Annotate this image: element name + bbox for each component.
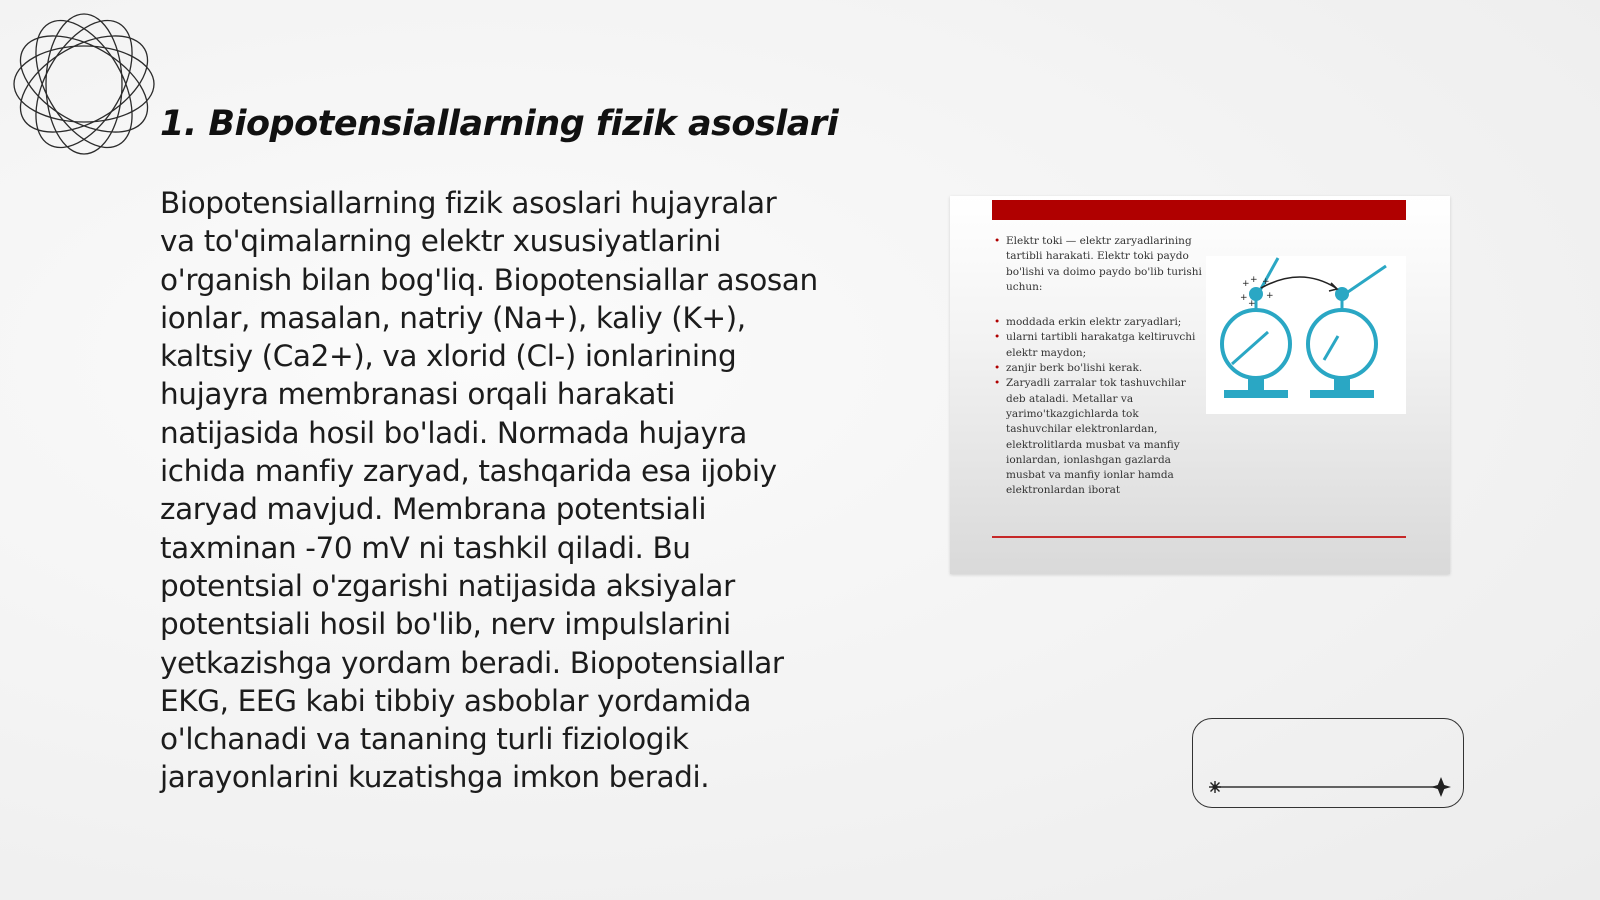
svg-text:+: + — [1266, 291, 1274, 301]
svg-text:+: + — [1262, 277, 1270, 287]
timeline-frame-icon — [1192, 718, 1464, 808]
list-item: • zanjir berk bo'lishi kerak. — [994, 362, 1143, 375]
slide-body-text: Biopotensiallarning fizik asoslari hujayralar va to'qimalarning elektr xususiyatlarini o'rganish bilan bog'liq. Biopotensiallar asosan ionlar, masalan, natriy (Na+), kaliy (K+), kaltsiy (Ca2+), va xlorid (Cl-) ionlarining hujayra membranasi orqali harakati natijasida hosil bo'ladi. Normada hujayra ichida manfiy zaryad, tashqarida esa ijobiy zaryad mavjud. Membrana potentsiali taxminan -70 mV ni tashkil qiladi. Bu potentsial o'zgarishi natijasida aksiyalar potentsiali hosil bo'lib, nerv impulslarini yetkazishga yordam beradi. Biopotensiallar EKG, EEG kabi tibbiy asboblar yordamida o'lchanadi va tananing turli fiziologik jarayonlarini kuzatishga imkon beradi. — [160, 186, 818, 795]
svg-text:+: + — [1240, 293, 1248, 303]
list-item: • Zaryadli zarralar tok tashuvchilar deb ataladi. Metallar va yarimo'tkazgichlarda tok tashuvchilar elektronlardan, elektrolitlarda musbat va manfiy ionlardan, ionlashgan gazlarda musbat va manfiy ionlar hamda elektronlardan iborat — [994, 377, 1186, 497]
svg-text:+: + — [1242, 279, 1250, 289]
embedded-slide-red-bar — [992, 200, 1406, 220]
embedded-slide-image — [950, 196, 1450, 574]
electroscope-illustration-icon — [1206, 256, 1406, 414]
slide-title: 1. Biopotensiallarning fizik asoslari — [160, 104, 839, 144]
list-item: • Elektr toki — elektr zaryadlarining tartibli harakati. Elektr toki paydo bo'lishi va doimo paydo bo'lib turishi uchun: — [994, 235, 1202, 293]
circular-knot-logo-icon — [10, 10, 158, 158]
list-item: • moddada erkin elektr zaryadlari; — [994, 316, 1182, 329]
embedded-slide-bullets — [992, 234, 1207, 499]
svg-text:+: + — [1250, 275, 1258, 285]
embedded-slide-bottom-line — [992, 536, 1406, 538]
svg-text:+: + — [1248, 299, 1256, 309]
list-item: • ularni tartibli harakatga keltiruvchi elektr maydon; — [994, 331, 1196, 359]
